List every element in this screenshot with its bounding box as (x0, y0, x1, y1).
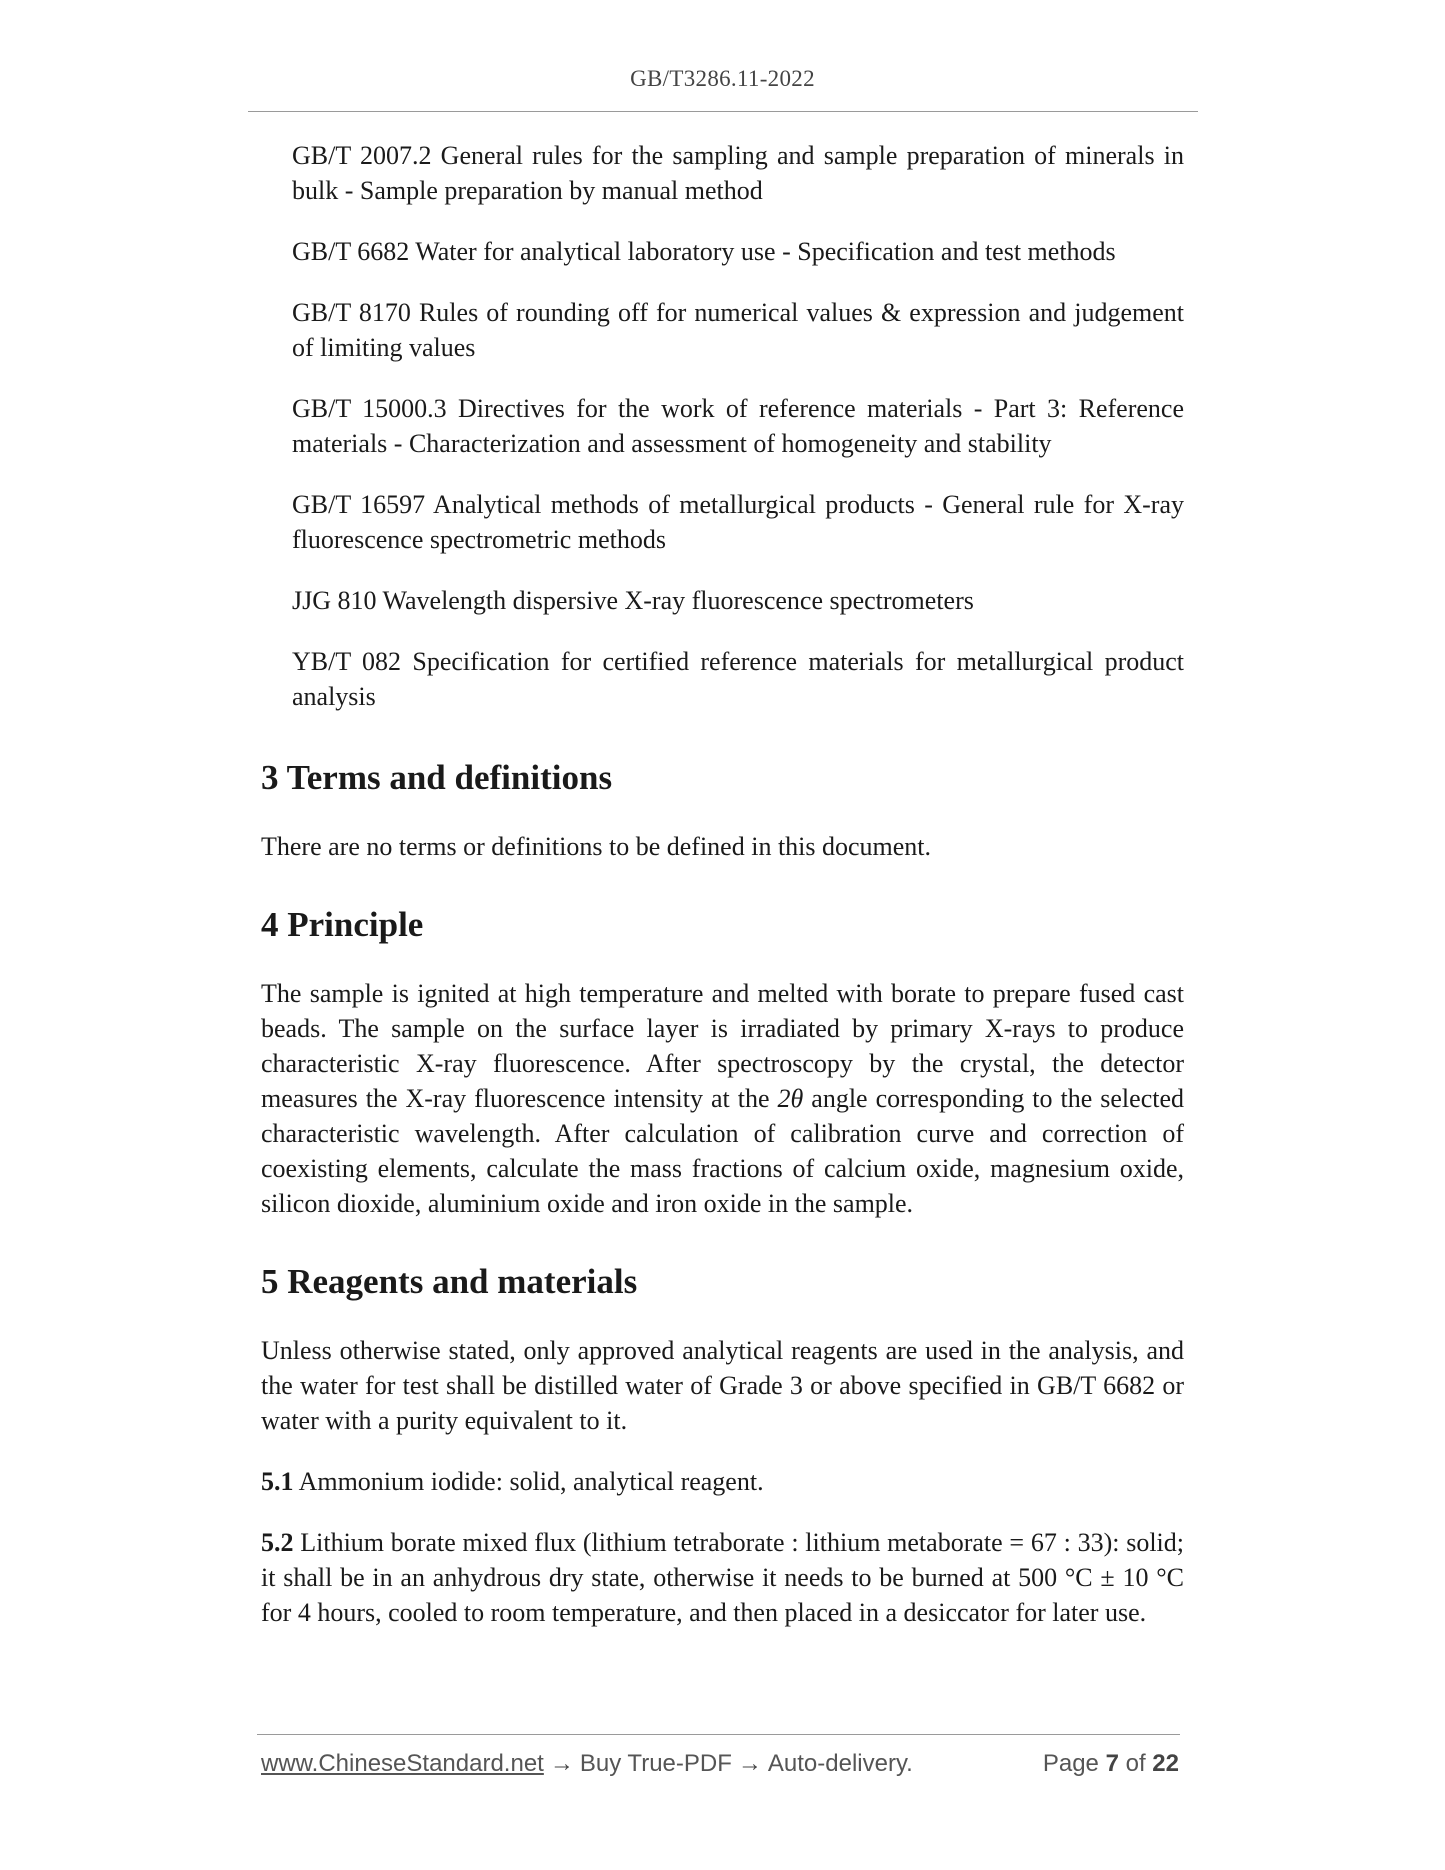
arrow-right-icon: → (549, 1750, 574, 1777)
auto-delivery-text: Auto-delivery. (767, 1750, 913, 1777)
reference-item: GB/T 16597 Analytical methods of metallurgical products - General rule for X-ray fluorescence spectrometric methods (292, 490, 1184, 554)
total-pages-number: 22 (1152, 1750, 1179, 1777)
reference-item: GB/T 15000.3 Directives for the work of reference materials - Part 3: Reference materials - Characterization and assessment of homogeneity and stability (292, 394, 1184, 458)
page-label: Page (1042, 1750, 1099, 1777)
of-label: of (1125, 1750, 1146, 1777)
reference-item: GB/T 8170 Rules of rounding off for numerical values & expression and judgement of limiting values (292, 298, 1184, 362)
clause-5-2 (261, 1525, 1184, 1630)
clause-5-1 (261, 1464, 1184, 1499)
clause-text: Lithium borate mixed flux (lithium tetraborate : lithium metaborate = 67 : 33): solid; it shall be in an anhydrous dry state, otherwise it needs to be burned at 500 °C ± 10 °C for 4 hours, cooled to room temperature, and then placed in a desiccator for later use. (261, 1528, 1184, 1627)
section-4-heading: 4 Principle (261, 905, 424, 944)
clause-text: Ammonium iodide: solid, analytical reagent. (293, 1467, 764, 1496)
section-4-principle-text (261, 976, 1184, 1221)
section-5-intro: Unless otherwise stated, only approved analytical reagents are used in the analysis, and the water for test shall be distilled water of Grade 3 or above specified in GB/T 6682 or water with a purity equivalent to it. (261, 1336, 1184, 1435)
principle-text-part-2: angle corresponding to the selected characteristic wavelength. After calculation of calibration curve and correction of coexisting elements, calculate the mass fractions of calcium oxide, magnesium oxide, silicon dioxide, aluminium oxide and iron oxide in the sample. (261, 1084, 1184, 1218)
clause-number: 5.2 (261, 1528, 294, 1557)
footer-promo (261, 1750, 913, 1778)
main-content (261, 755, 1184, 1656)
section-3-text: There are no terms or definitions to be defined in this document. (261, 832, 932, 861)
normative-references-list (292, 138, 1184, 740)
buy-true-pdf-text: Buy True-PDF (579, 1750, 732, 1777)
section-5-heading: 5 Reagents and materials (261, 1262, 638, 1301)
current-page-number: 7 (1105, 1750, 1119, 1777)
arrow-right-icon: → (737, 1750, 762, 1777)
page-number (1043, 1750, 1179, 1778)
principle-text-part-1: The sample is ignited at high temperature and melted with borate to prepare fused cast beads. The sample on the surface layer is irradiated by primary X-rays to produce characteristic X-ray fluorescence. After spectroscopy by the crystal, the detector measures the X-ray fluorescence intensity at the (261, 979, 1184, 1113)
two-theta-symbol: 2θ (777, 1084, 804, 1113)
reference-item: GB/T 6682 Water for analytical laboratory use - Specification and test methods (292, 237, 1116, 266)
reference-item: YB/T 082 Specification for certified reference materials for metallurgical product analysis (292, 647, 1184, 711)
section-3-heading: 3 Terms and definitions (261, 758, 613, 797)
page-header-doc-id: GB/T3286.11-2022 (630, 66, 815, 91)
reference-item: JJG 810 Wavelength dispersive X-ray fluorescence spectrometers (292, 586, 974, 615)
clause-number: 5.1 (261, 1467, 294, 1496)
header-divider (248, 111, 1198, 112)
footer-divider (257, 1734, 1180, 1735)
chinesestandard-link[interactable]: www.ChineseStandard.net (261, 1750, 544, 1777)
reference-item: GB/T 2007.2 General rules for the sampling and sample preparation of minerals in bulk - Sample preparation by manual method (292, 141, 1184, 205)
